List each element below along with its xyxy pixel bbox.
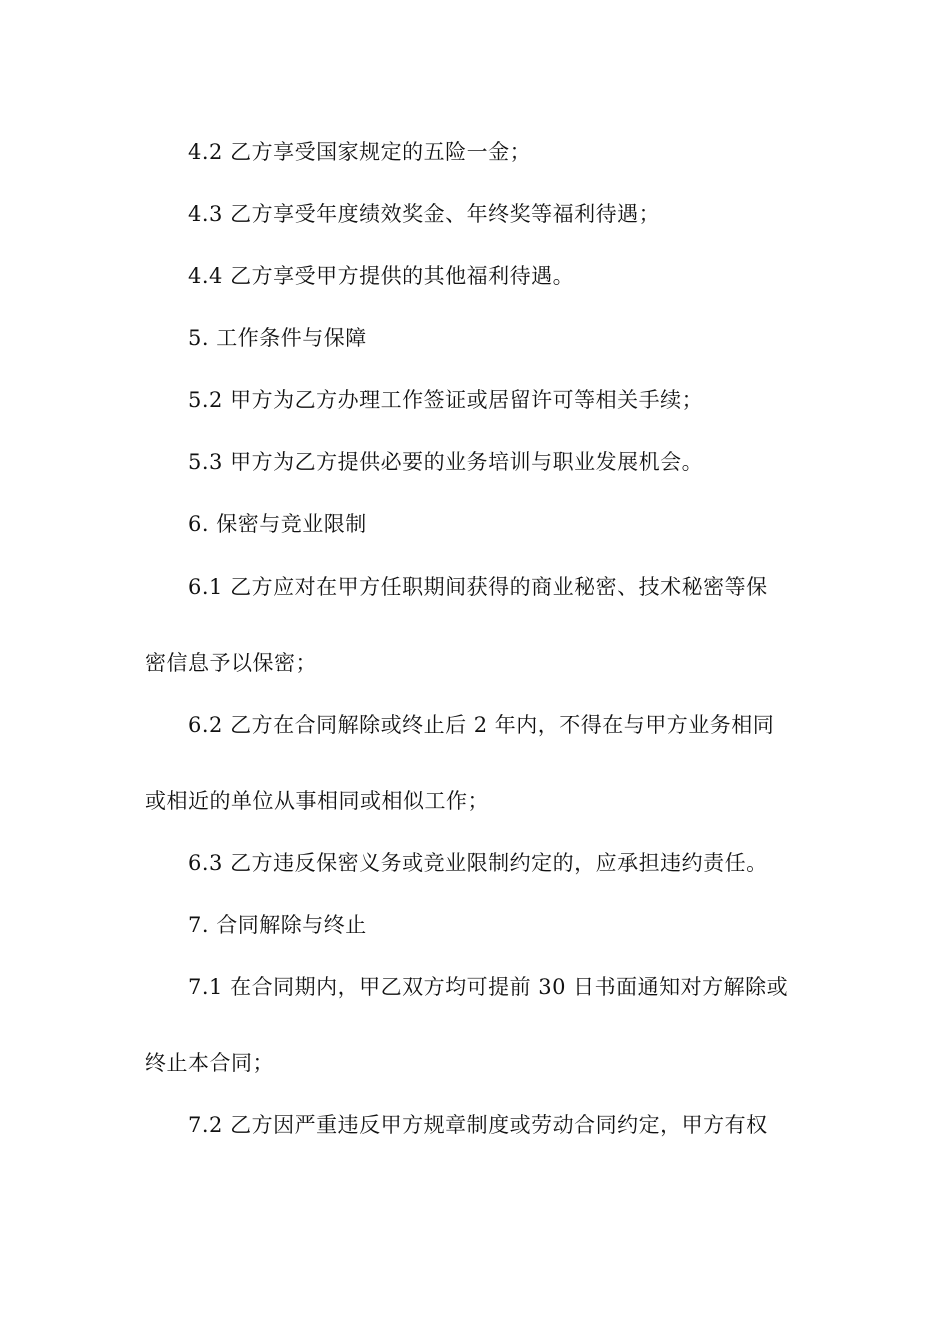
clause-7-2: 7.2 乙方因严重违反甲方规章制度或劳动合同约定，甲方有权 — [188, 1113, 768, 1137]
clause-7-1: 7.1 在合同期内，甲乙双方均可提前 30 日书面通知对方解除或 — [188, 975, 789, 999]
section-6-heading: 6. 保密与竞业限制 — [188, 512, 367, 536]
clause-6-1-continued: 密信息予以保密； — [145, 651, 317, 675]
clause-5-3: 5.3 甲方为乙方提供必要的业务培训与职业发展机会。 — [188, 450, 704, 474]
clause-4-2: 4.2 乙方享受国家规定的五险一金； — [188, 140, 532, 164]
section-5-heading: 5. 工作条件与保障 — [188, 326, 367, 350]
clause-7-1-continued: 终止本合同； — [145, 1051, 274, 1075]
clause-6-1: 6.1 乙方应对在甲方任职期间获得的商业秘密、技术秘密等保 — [188, 575, 768, 599]
clause-5-2: 5.2 甲方为乙方办理工作签证或居留许可等相关手续； — [188, 388, 704, 412]
section-7-heading: 7. 合同解除与终止 — [188, 913, 367, 937]
clause-4-4: 4.4 乙方享受甲方提供的其他福利待遇。 — [188, 264, 575, 288]
clause-4-3: 4.3 乙方享受年度绩效奖金、年终奖等福利待遇； — [188, 202, 661, 226]
clause-6-2: 6.2 乙方在合同解除或终止后 2 年内，不得在与甲方业务相同 — [188, 713, 775, 737]
clause-6-3: 6.3 乙方违反保密义务或竞业限制约定的，应承担违约责任。 — [188, 851, 768, 875]
clause-6-2-continued: 或相近的单位从事相同或相似工作； — [145, 789, 489, 813]
